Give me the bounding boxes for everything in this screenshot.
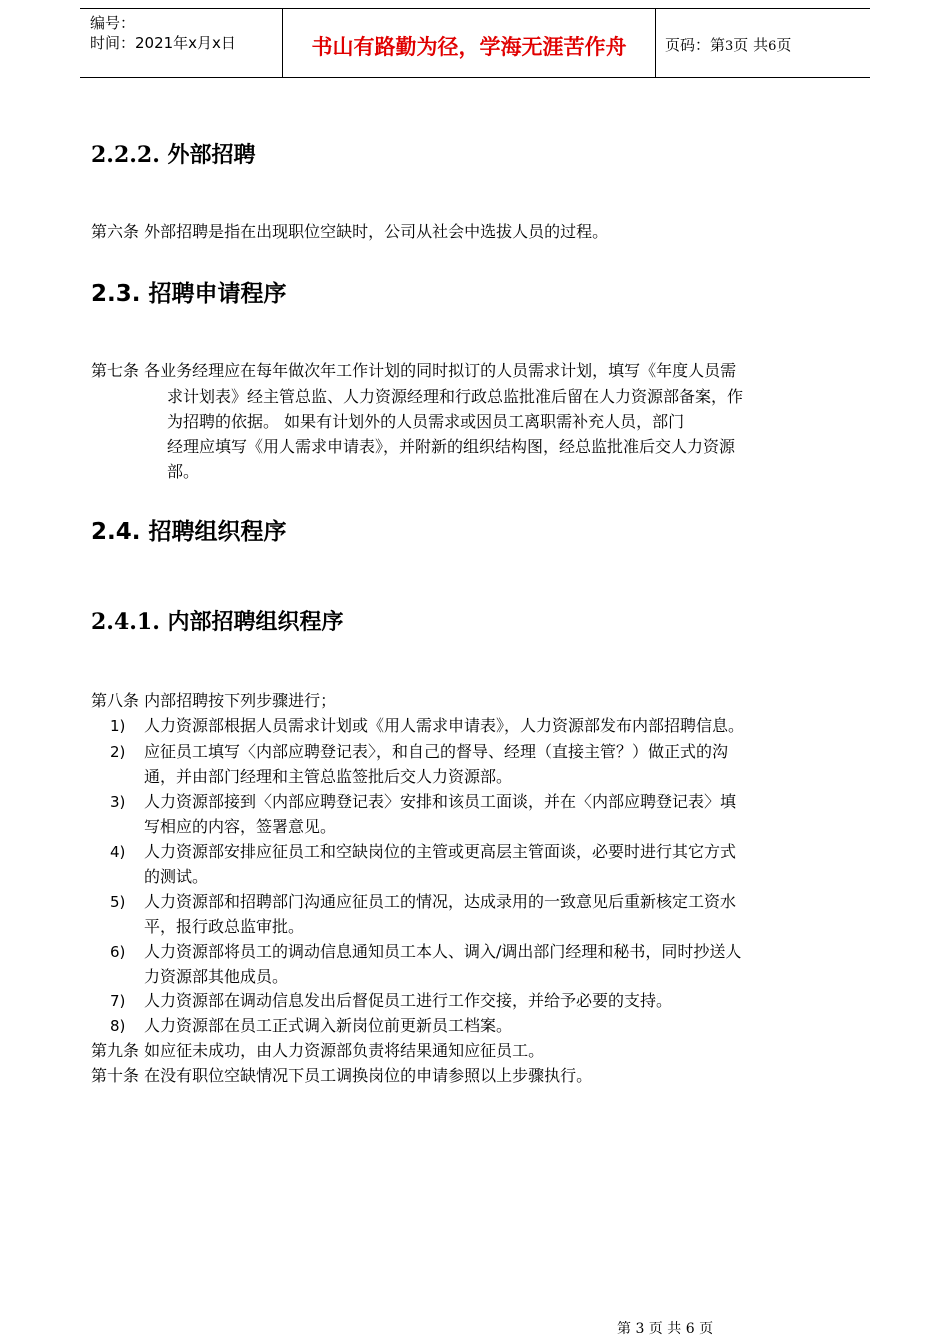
article-7-line-1: 第七条 各业务经理应在每年做次年工作计划的同时拟订的人员需求计划，填写《年度人员需 [91,361,737,380]
list-item-text: 人力资源部接到〈内部应聘登记表〉安排和该员工面谈，并在〈内部应聘登记表〉填 [144,792,737,811]
page-suffix: 页 [776,36,792,54]
article-7-line-5: 部。 [167,462,200,481]
page-prefix: 页码：第 [665,36,726,54]
article-8: 第八条 内部招聘按下列步骤进行； [91,691,337,710]
document-number-label: 编号： [90,14,136,32]
list-item-number: 3) [110,793,126,811]
page-footer: 第 3 页 共 6 页 [617,1321,714,1337]
heading-internal-recruitment: 2.4.1. 内部招聘组织程序 [91,609,344,635]
page-indicator [665,34,791,55]
header-page-cell [655,9,870,77]
header-meta-cell [80,9,282,77]
list-item-text: 通，并由部门经理和主管总监签批后交人力资源部。 [144,767,513,786]
list-item-text: 人力资源部在调动信息发出后督促员工进行工作交接，并给予必要的支持。 [144,991,673,1010]
document-date: 时间：2021年x月x日 [90,34,236,52]
page-current: 3 [725,39,734,54]
article-7-line-2: 求计划表》经主管总监、人力资源经理和行政总监批准后留在人力资源部备案，作 [167,387,744,406]
list-item-text: 应征员工填写〈内部应聘登记表〉，和自己的督导、经理（直接主管？）做正式的沟 [144,742,729,761]
article-6: 第六条 外部招聘是指在出现职位空缺时，公司从社会中选拔人员的过程。 [91,222,609,241]
heading-external-recruitment: 2.2.2. 外部招聘 [91,142,256,168]
list-item-number: 4) [110,843,126,861]
heading-recruitment-application: 2.3. 招聘申请程序 [91,281,287,307]
list-item-text: 人力资源部根据人员需求计划或《用人需求申请表》，人力资源部发布内部招聘信息。 [144,716,745,735]
list-item-text: 力资源部其他成员。 [144,967,289,986]
list-item-text: 人力资源部在员工正式调入新岗位前更新员工档案。 [144,1016,513,1035]
list-item-number: 5) [110,893,126,911]
list-item-text: 平，报行政总监审批。 [144,917,305,936]
page-mid: 页 共 [733,36,769,54]
heading-recruitment-organization: 2.4. 招聘组织程序 [91,519,287,545]
list-item-text: 人力资源部和招聘部门沟通应征员工的情况，达成录用的一致意见后重新核定工资水 [144,892,737,911]
article-7-line-4: 经理应填写《用人需求申请表》，并附新的组织结构图，经总监批准后交人力资源 [167,437,736,456]
header-motto-cell [282,9,656,77]
list-item-number: 1) [110,717,126,735]
list-item-number: 8) [110,1017,126,1035]
list-item-text: 的测试。 [144,867,209,886]
page-header [80,8,870,78]
list-item-number: 2) [110,743,126,761]
article-7-line-3: 为招聘的依据。 如果有计划外的人员需求或因员工离职需补充人员，部门 [167,412,685,431]
page-total: 6 [768,39,777,54]
list-item-text: 人力资源部将员工的调动信息通知员工本人、调入/调出部门经理和秘书，同时抄送人 [144,942,742,961]
motto: 书山有路勤为径，学海无涯苦作舟 [311,35,627,59]
list-item-text: 人力资源部安排应征员工和空缺岗位的主管或更高层主管面谈，必要时进行其它方式 [144,842,737,861]
list-item-number: 7) [110,992,126,1010]
list-item-text: 写相应的内容，签署意见。 [144,817,337,836]
article-9: 第九条 如应征未成功，由人力资源部负责将结果通知应征员工。 [91,1041,545,1060]
list-item-number: 6) [110,943,126,961]
article-10: 第十条 在没有职位空缺情况下员工调换岗位的申请参照以上步骤执行。 [91,1066,593,1085]
